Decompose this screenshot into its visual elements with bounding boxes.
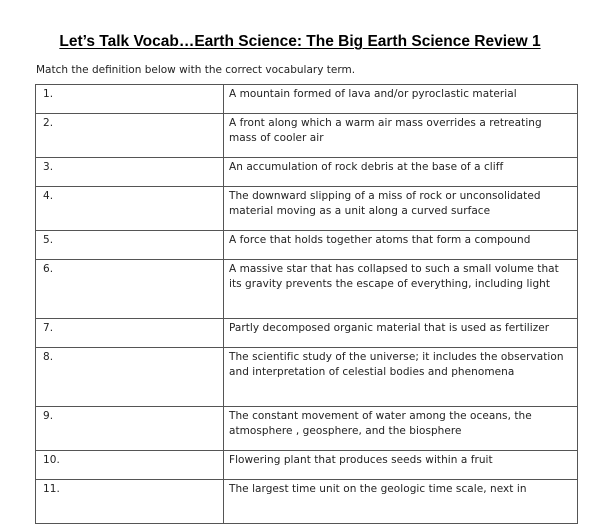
- table-row: [36, 451, 578, 480]
- term-answer-cell[interactable]: 7.: [36, 319, 224, 348]
- definition-cell: The downward slipping of a miss of rock or unconsolidated material moving as a unit along a curved surface: [224, 187, 578, 231]
- vocab-table: [35, 84, 578, 524]
- term-answer-cell[interactable]: 6.: [36, 260, 224, 319]
- term-answer-cell[interactable]: 9.: [36, 407, 224, 451]
- term-answer-cell[interactable]: 3.: [36, 158, 224, 187]
- definition-cell: A mountain formed of lava and/or pyroclastic material: [224, 85, 578, 114]
- table-row: [36, 260, 578, 319]
- table-row: [36, 348, 578, 407]
- term-answer-cell[interactable]: 5.: [36, 231, 224, 260]
- definition-cell: A force that holds together atoms that form a compound: [224, 231, 578, 260]
- term-answer-cell[interactable]: 10.: [36, 451, 224, 480]
- term-answer-cell[interactable]: 1.: [36, 85, 224, 114]
- table-row: [36, 114, 578, 158]
- table-row: [36, 231, 578, 260]
- definition-cell: An accumulation of rock debris at the base of a cliff: [224, 158, 578, 187]
- definition-cell: The constant movement of water among the oceans, the atmosphere , geosphere, and the biosphere: [224, 407, 578, 451]
- table-row: [36, 85, 578, 114]
- term-answer-cell[interactable]: 8.: [36, 348, 224, 407]
- term-answer-cell[interactable]: 2.: [36, 114, 224, 158]
- definition-cell: A front along which a warm air mass overrides a retreating mass of cooler air: [224, 114, 578, 158]
- table-row: [36, 187, 578, 231]
- definition-cell: A massive star that has collapsed to such a small volume that its gravity prevents the escape of everything, including light: [224, 260, 578, 319]
- table-row: [36, 407, 578, 451]
- definition-cell: The largest time unit on the geologic time scale, next in: [224, 480, 578, 524]
- instructions-text: Match the definition below with the correct vocabulary term.: [36, 64, 356, 76]
- term-answer-cell[interactable]: 4.: [36, 187, 224, 231]
- table-row: [36, 480, 578, 524]
- table-row: [36, 158, 578, 187]
- table-row: [36, 319, 578, 348]
- definition-cell: Partly decomposed organic material that is used as fertilizer: [224, 319, 578, 348]
- definition-cell: The scientific study of the universe; it includes the observation and interpretation of celestial bodies and phenomena: [224, 348, 578, 407]
- page-title: Let’s Talk Vocab…Earth Science: The Big Earth Science Review 1: [59, 33, 541, 50]
- definition-cell: Flowering plant that produces seeds within a fruit: [224, 451, 578, 480]
- term-answer-cell[interactable]: 11.: [36, 480, 224, 524]
